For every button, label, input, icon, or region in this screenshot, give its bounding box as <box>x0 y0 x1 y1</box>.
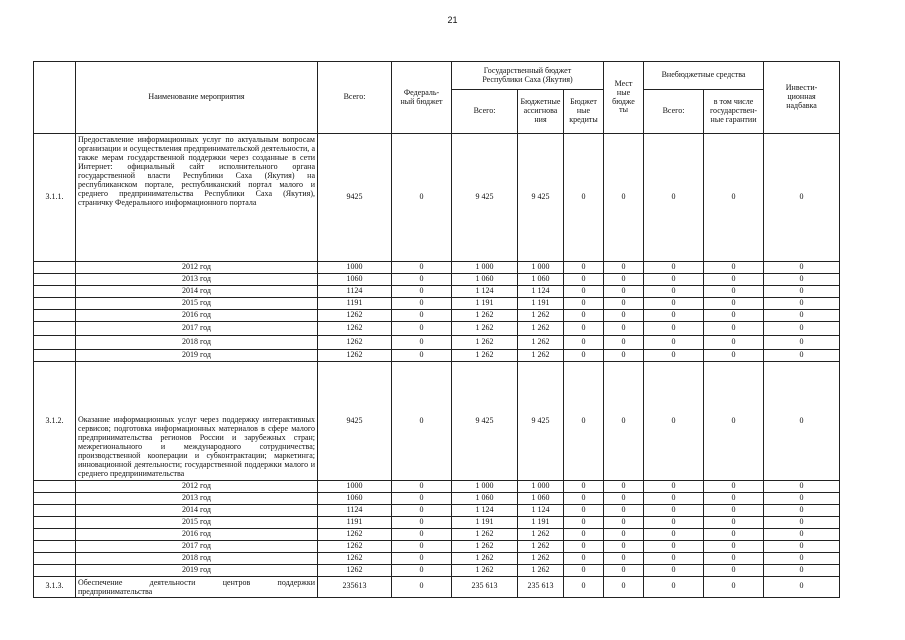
year-value: 0 <box>704 310 764 322</box>
header-state-allocations: Бюджетные ассигнова ния <box>518 90 564 134</box>
year-value: 0 <box>604 298 644 310</box>
year-value: 0 <box>604 286 644 298</box>
year-value: 0 <box>392 298 452 310</box>
year-row <box>34 274 840 286</box>
year-value: 1 124 <box>452 286 518 298</box>
section-value: 0 <box>392 577 452 598</box>
header-state-budget: Государственный бюджет Республики Саха (Якутия) <box>452 62 604 90</box>
year-value: 0 <box>764 350 840 362</box>
section-value: 0 <box>644 362 704 481</box>
year-value: 0 <box>392 262 452 274</box>
section-value: 0 <box>644 134 704 262</box>
year-label: 2015 год <box>76 298 318 310</box>
year-value: 1 262 <box>452 350 518 362</box>
year-value: 0 <box>764 553 840 565</box>
year-value: 1 060 <box>518 274 564 286</box>
section-value: 0 <box>564 134 604 262</box>
section-value: 0 <box>764 134 840 262</box>
year-value: 0 <box>644 286 704 298</box>
year-value: 0 <box>644 336 704 350</box>
year-code-cell <box>34 529 76 541</box>
year-label: 2017 год <box>76 541 318 553</box>
header-total: Всего: <box>318 62 392 134</box>
year-value: 1191 <box>318 517 392 529</box>
year-value: 0 <box>704 565 764 577</box>
year-value: 1 262 <box>452 565 518 577</box>
year-label: 2013 год <box>76 493 318 505</box>
year-code-cell <box>34 336 76 350</box>
year-value: 0 <box>704 286 764 298</box>
year-row <box>34 350 840 362</box>
section-value: 0 <box>604 362 644 481</box>
year-value: 0 <box>564 541 604 553</box>
year-value: 1060 <box>318 493 392 505</box>
year-value: 1 262 <box>452 310 518 322</box>
year-code-cell <box>34 517 76 529</box>
year-value: 0 <box>644 350 704 362</box>
year-value: 0 <box>644 541 704 553</box>
year-code-cell <box>34 274 76 286</box>
year-value: 0 <box>564 298 604 310</box>
year-value: 0 <box>392 336 452 350</box>
year-code-cell <box>34 350 76 362</box>
year-label: 2013 год <box>76 274 318 286</box>
year-value: 0 <box>644 529 704 541</box>
section-value: 0 <box>392 134 452 262</box>
year-value: 1262 <box>318 565 392 577</box>
year-value: 0 <box>764 529 840 541</box>
year-value: 0 <box>604 541 644 553</box>
year-value: 0 <box>764 336 840 350</box>
year-code-cell <box>34 310 76 322</box>
year-value: 0 <box>644 322 704 336</box>
section-value: 9425 <box>318 134 392 262</box>
year-value: 1 060 <box>518 493 564 505</box>
year-code-cell <box>34 565 76 577</box>
page-number: 21 <box>447 15 458 25</box>
year-value: 0 <box>604 493 644 505</box>
year-row <box>34 322 840 336</box>
year-value: 0 <box>604 517 644 529</box>
year-value: 0 <box>764 310 840 322</box>
year-value: 1 262 <box>518 310 564 322</box>
year-row <box>34 541 840 553</box>
section-value: 235 613 <box>518 577 564 598</box>
header-extrabudget: Внебюджетные средства <box>644 62 764 90</box>
year-value: 1 262 <box>518 541 564 553</box>
year-value: 1 191 <box>452 517 518 529</box>
year-value: 0 <box>644 481 704 493</box>
year-row <box>34 286 840 298</box>
year-value: 1 262 <box>452 553 518 565</box>
year-value: 1 000 <box>518 481 564 493</box>
year-value: 0 <box>564 274 604 286</box>
year-value: 0 <box>764 481 840 493</box>
year-value: 0 <box>704 553 764 565</box>
year-value: 0 <box>564 529 604 541</box>
year-value: 1000 <box>318 262 392 274</box>
year-value: 0 <box>704 493 764 505</box>
header-invest: Инвести- ционная надбавка <box>764 62 840 134</box>
year-value: 0 <box>392 286 452 298</box>
year-value: 0 <box>764 541 840 553</box>
year-row <box>34 565 840 577</box>
header-name: Наименование мероприятия <box>76 62 318 134</box>
year-code-cell <box>34 493 76 505</box>
year-label: 2015 год <box>76 517 318 529</box>
section-description: Предоставление информационных услуг по актуальным вопросам организации и осуществления предпринимательской деятельности, а также мерам государственной поддержки через созданные в сети Интернет: официальный сайт исполнительного органа государственной власти Республики Саха (Якутия) на республиканском портале, республиканский портал малого и среднего предпринимательства Республики Саха (Якутия), страничку Федерального информационного портала <box>76 134 318 262</box>
section-row <box>34 134 840 262</box>
section-code: 3.1.2. <box>34 362 76 481</box>
year-label: 2018 год <box>76 553 318 565</box>
year-label: 2016 год <box>76 529 318 541</box>
year-value: 0 <box>604 481 644 493</box>
year-label: 2012 год <box>76 262 318 274</box>
section-value: 0 <box>704 134 764 262</box>
year-value: 0 <box>704 529 764 541</box>
year-value: 0 <box>764 262 840 274</box>
year-value: 0 <box>604 565 644 577</box>
year-value: 0 <box>392 541 452 553</box>
year-row <box>34 517 840 529</box>
year-label: 2012 год <box>76 481 318 493</box>
year-value: 1 262 <box>518 529 564 541</box>
year-value: 1 000 <box>452 481 518 493</box>
year-code-cell <box>34 286 76 298</box>
year-value: 1 000 <box>518 262 564 274</box>
year-code-cell <box>34 262 76 274</box>
year-value: 1 262 <box>452 336 518 350</box>
year-code-cell <box>34 505 76 517</box>
section-value: 9 425 <box>518 362 564 481</box>
year-value: 0 <box>604 310 644 322</box>
year-label: 2019 год <box>76 350 318 362</box>
year-value: 0 <box>564 286 604 298</box>
header-state-credits: Бюджет ные кредиты <box>564 90 604 134</box>
header-federal: Федераль- ный бюджет <box>392 62 452 134</box>
year-value: 0 <box>704 336 764 350</box>
section-value: 0 <box>564 577 604 598</box>
year-value: 1 060 <box>452 274 518 286</box>
year-value: 0 <box>764 298 840 310</box>
year-value: 0 <box>764 505 840 517</box>
year-value: 0 <box>764 274 840 286</box>
year-value: 0 <box>764 322 840 336</box>
year-value: 0 <box>564 565 604 577</box>
year-value: 1 191 <box>452 298 518 310</box>
year-value: 0 <box>764 493 840 505</box>
year-value: 0 <box>704 350 764 362</box>
year-value: 1 124 <box>518 286 564 298</box>
year-value: 1000 <box>318 481 392 493</box>
year-value: 0 <box>644 298 704 310</box>
header-extra-guarantees: в том числе государствен- ные гарантии <box>704 90 764 134</box>
year-value: 0 <box>604 553 644 565</box>
year-value: 0 <box>564 505 604 517</box>
section-row <box>34 362 840 481</box>
section-value: 9425 <box>318 362 392 481</box>
year-value: 1 262 <box>518 553 564 565</box>
year-value: 0 <box>644 517 704 529</box>
year-code-cell <box>34 481 76 493</box>
section-code: 3.1.1. <box>34 134 76 262</box>
section-value: 0 <box>564 362 604 481</box>
year-value: 0 <box>564 517 604 529</box>
section-value: 9 425 <box>452 134 518 262</box>
year-row <box>34 553 840 565</box>
year-value: 0 <box>764 565 840 577</box>
year-value: 0 <box>564 262 604 274</box>
year-value: 0 <box>564 322 604 336</box>
section-value: 0 <box>704 577 764 598</box>
section-value: 0 <box>604 134 644 262</box>
section-value: 0 <box>604 577 644 598</box>
year-row <box>34 529 840 541</box>
year-value: 0 <box>704 505 764 517</box>
year-label: 2016 год <box>76 310 318 322</box>
year-value: 1262 <box>318 553 392 565</box>
year-value: 0 <box>392 274 452 286</box>
section-value: 235 613 <box>452 577 518 598</box>
year-value: 1262 <box>318 336 392 350</box>
year-row <box>34 481 840 493</box>
section-value: 9 425 <box>452 362 518 481</box>
section-value: 0 <box>764 577 840 598</box>
year-value: 0 <box>564 553 604 565</box>
year-value: 1 262 <box>452 322 518 336</box>
year-row <box>34 505 840 517</box>
year-value: 0 <box>704 262 764 274</box>
year-value: 0 <box>604 350 644 362</box>
year-label: 2018 год <box>76 336 318 350</box>
year-row <box>34 493 840 505</box>
year-value: 0 <box>704 322 764 336</box>
year-value: 0 <box>644 505 704 517</box>
year-value: 0 <box>604 336 644 350</box>
section-value: 0 <box>764 362 840 481</box>
section-value: 0 <box>392 362 452 481</box>
year-code-cell <box>34 541 76 553</box>
year-label: 2014 год <box>76 505 318 517</box>
year-value: 1262 <box>318 529 392 541</box>
year-value: 0 <box>604 262 644 274</box>
year-value: 0 <box>392 553 452 565</box>
year-code-cell <box>34 553 76 565</box>
year-value: 0 <box>392 529 452 541</box>
year-value: 1 262 <box>452 529 518 541</box>
year-value: 0 <box>644 565 704 577</box>
year-value: 0 <box>704 298 764 310</box>
year-row <box>34 336 840 350</box>
year-value: 0 <box>644 493 704 505</box>
year-value: 0 <box>392 505 452 517</box>
section-code: 3.1.3. <box>34 577 76 598</box>
year-value: 1262 <box>318 322 392 336</box>
year-value: 0 <box>564 481 604 493</box>
year-value: 1 000 <box>452 262 518 274</box>
year-value: 1 262 <box>518 322 564 336</box>
header-local: Мест ные бюдже ты <box>604 62 644 134</box>
year-value: 0 <box>392 481 452 493</box>
year-value: 0 <box>564 350 604 362</box>
year-value: 0 <box>392 310 452 322</box>
year-value: 0 <box>704 541 764 553</box>
header-state-total: Всего: <box>452 90 518 134</box>
year-value: 0 <box>392 322 452 336</box>
year-value: 0 <box>644 310 704 322</box>
section-value: 0 <box>704 362 764 481</box>
header-code-cell <box>34 62 76 134</box>
year-value: 0 <box>604 322 644 336</box>
year-label: 2017 год <box>76 322 318 336</box>
year-value: 1 262 <box>518 336 564 350</box>
year-value: 0 <box>704 274 764 286</box>
year-value: 1 262 <box>518 565 564 577</box>
year-value: 0 <box>644 553 704 565</box>
year-value: 0 <box>564 493 604 505</box>
year-value: 1 124 <box>518 505 564 517</box>
year-value: 0 <box>392 517 452 529</box>
year-row <box>34 298 840 310</box>
budget-table <box>33 61 840 598</box>
year-value: 0 <box>764 517 840 529</box>
year-value: 0 <box>604 274 644 286</box>
year-value: 1191 <box>318 298 392 310</box>
year-value: 0 <box>704 481 764 493</box>
year-value: 1 191 <box>518 298 564 310</box>
year-row <box>34 262 840 274</box>
section-description: Обеспечение деятельности центров поддержки предпринимательства <box>76 577 318 598</box>
section-value: 0 <box>644 577 704 598</box>
year-value: 1 060 <box>452 493 518 505</box>
year-value: 1 262 <box>518 350 564 362</box>
year-value: 0 <box>604 505 644 517</box>
year-row <box>34 310 840 322</box>
year-value: 0 <box>644 274 704 286</box>
year-value: 1262 <box>318 350 392 362</box>
year-value: 0 <box>644 262 704 274</box>
header-extra-total: Всего: <box>644 90 704 134</box>
section-value: 9 425 <box>518 134 564 262</box>
year-value: 1 191 <box>518 517 564 529</box>
section-value: 235613 <box>318 577 392 598</box>
year-value: 1 124 <box>452 505 518 517</box>
year-value: 1262 <box>318 541 392 553</box>
year-value: 1060 <box>318 274 392 286</box>
year-code-cell <box>34 322 76 336</box>
year-value: 0 <box>392 493 452 505</box>
year-value: 0 <box>564 310 604 322</box>
year-value: 1124 <box>318 505 392 517</box>
year-value: 1262 <box>318 310 392 322</box>
year-value: 0 <box>392 565 452 577</box>
year-value: 1 262 <box>452 541 518 553</box>
year-value: 0 <box>704 517 764 529</box>
year-value: 1124 <box>318 286 392 298</box>
year-code-cell <box>34 298 76 310</box>
header-row-top <box>34 62 840 90</box>
year-value: 0 <box>564 336 604 350</box>
year-label: 2014 год <box>76 286 318 298</box>
year-label: 2019 год <box>76 565 318 577</box>
year-value: 0 <box>604 529 644 541</box>
section-description: Оказание информационных услуг через поддержку интерактивных сервисов; подготовка информационных материалов в сфере малого предпринимательства регионов России и зарубежных стран; межрегионального и международного сотрудничества; производственной кооперации и субконтрактации; маркетинга; инновационной деятельности; государственной поддержки малого и среднего предпринимательства <box>76 362 318 481</box>
section-row <box>34 577 840 598</box>
year-value: 0 <box>392 350 452 362</box>
year-value: 0 <box>764 286 840 298</box>
